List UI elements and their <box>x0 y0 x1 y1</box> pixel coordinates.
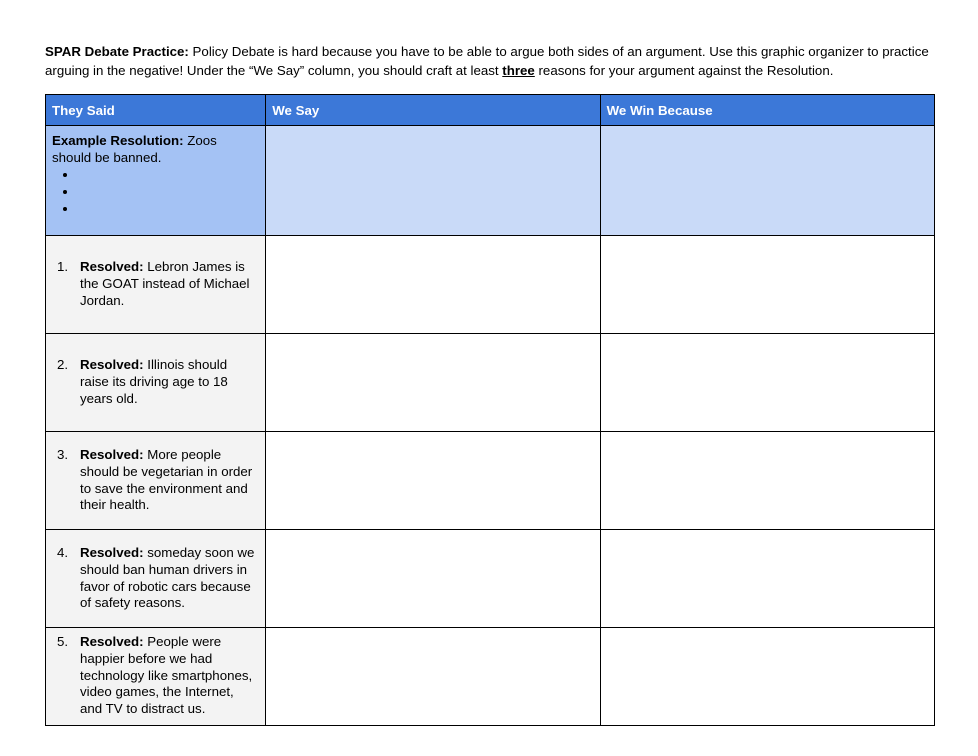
resolution-row-2 <box>46 334 935 432</box>
we-win-because-cell[interactable] <box>600 334 934 432</box>
resolution-label: Resolved: <box>80 357 144 373</box>
example-bullet[interactable] <box>78 200 259 217</box>
we-win-because-cell[interactable] <box>600 432 934 530</box>
resolution-text: Lebron James is the GOAT instead of Michael Jordan. <box>80 259 250 308</box>
we-win-because-cell[interactable] <box>600 236 934 334</box>
we-say-cell[interactable] <box>266 236 600 334</box>
example-we-say-cell[interactable] <box>266 126 600 236</box>
resolution-number: 5. <box>57 634 69 649</box>
example-bullet-list <box>52 166 259 217</box>
we-say-cell[interactable] <box>266 628 600 726</box>
resolution-cell <box>46 236 266 334</box>
we-say-cell[interactable] <box>266 530 600 628</box>
instructions-paragraph <box>45 42 940 80</box>
resolution-row-1 <box>46 236 935 334</box>
resolution-label: Resolved: <box>80 446 144 462</box>
resolution-number: 2. <box>57 357 69 373</box>
header-they-said: They Said <box>46 95 266 126</box>
resolution-label: Resolved: <box>80 634 144 649</box>
resolution-number: 3. <box>57 446 69 462</box>
resolution-number: 4. <box>57 544 69 560</box>
resolution-label: Resolved: <box>80 259 144 275</box>
example-resolution-text: Zoos should be banned. <box>52 133 217 165</box>
resolution-cell <box>46 432 266 530</box>
resolution-cell <box>46 334 266 432</box>
we-say-cell[interactable] <box>266 432 600 530</box>
resolution-label: Resolved: <box>80 544 144 560</box>
resolution-cell <box>46 530 266 628</box>
instructions-text-1: Policy Debate is hard because you have to be able to argue both sides of an argument. Use this graphic organizer to practice arguing in the negative! Under the “We Say” column, you should craft at least <box>45 44 929 78</box>
instructions-lead: SPAR Debate Practice: <box>45 44 189 59</box>
resolution-row-3 <box>46 432 935 530</box>
example-bullet[interactable] <box>78 166 259 183</box>
example-bullet[interactable] <box>78 183 259 200</box>
graphic-organizer-table <box>45 94 935 726</box>
resolution-number: 1. <box>57 259 69 275</box>
example-row <box>46 126 935 236</box>
resolution-text: People were happier before we had technology like smartphones, video games, the Internet, and TV to distract us. <box>80 634 253 717</box>
we-say-cell[interactable] <box>266 334 600 432</box>
example-we-win-cell[interactable] <box>600 126 934 236</box>
we-win-because-cell[interactable] <box>600 628 934 726</box>
example-resolution-label: Example Resolution: <box>52 133 184 148</box>
resolution-text: Illinois should raise its driving age to 18 years old. <box>80 357 228 406</box>
example-resolution-cell <box>46 126 266 236</box>
resolution-text: More people should be vegetarian in order to save the environment and their health. <box>80 446 253 513</box>
resolution-row-5 <box>46 628 935 726</box>
instructions-text-2: reasons for your argument against the Resolution. <box>534 63 834 78</box>
header-row <box>46 95 935 126</box>
resolution-row-4 <box>46 530 935 628</box>
header-we-win-because: We Win Because <box>600 95 934 126</box>
resolution-text: someday soon we should ban human drivers in favor of robotic cars because of safety reasons. <box>80 544 255 611</box>
header-we-say: We Say <box>266 95 600 126</box>
instructions-emphasis: three <box>502 63 535 78</box>
we-win-because-cell[interactable] <box>600 530 934 628</box>
resolution-cell <box>46 628 266 726</box>
